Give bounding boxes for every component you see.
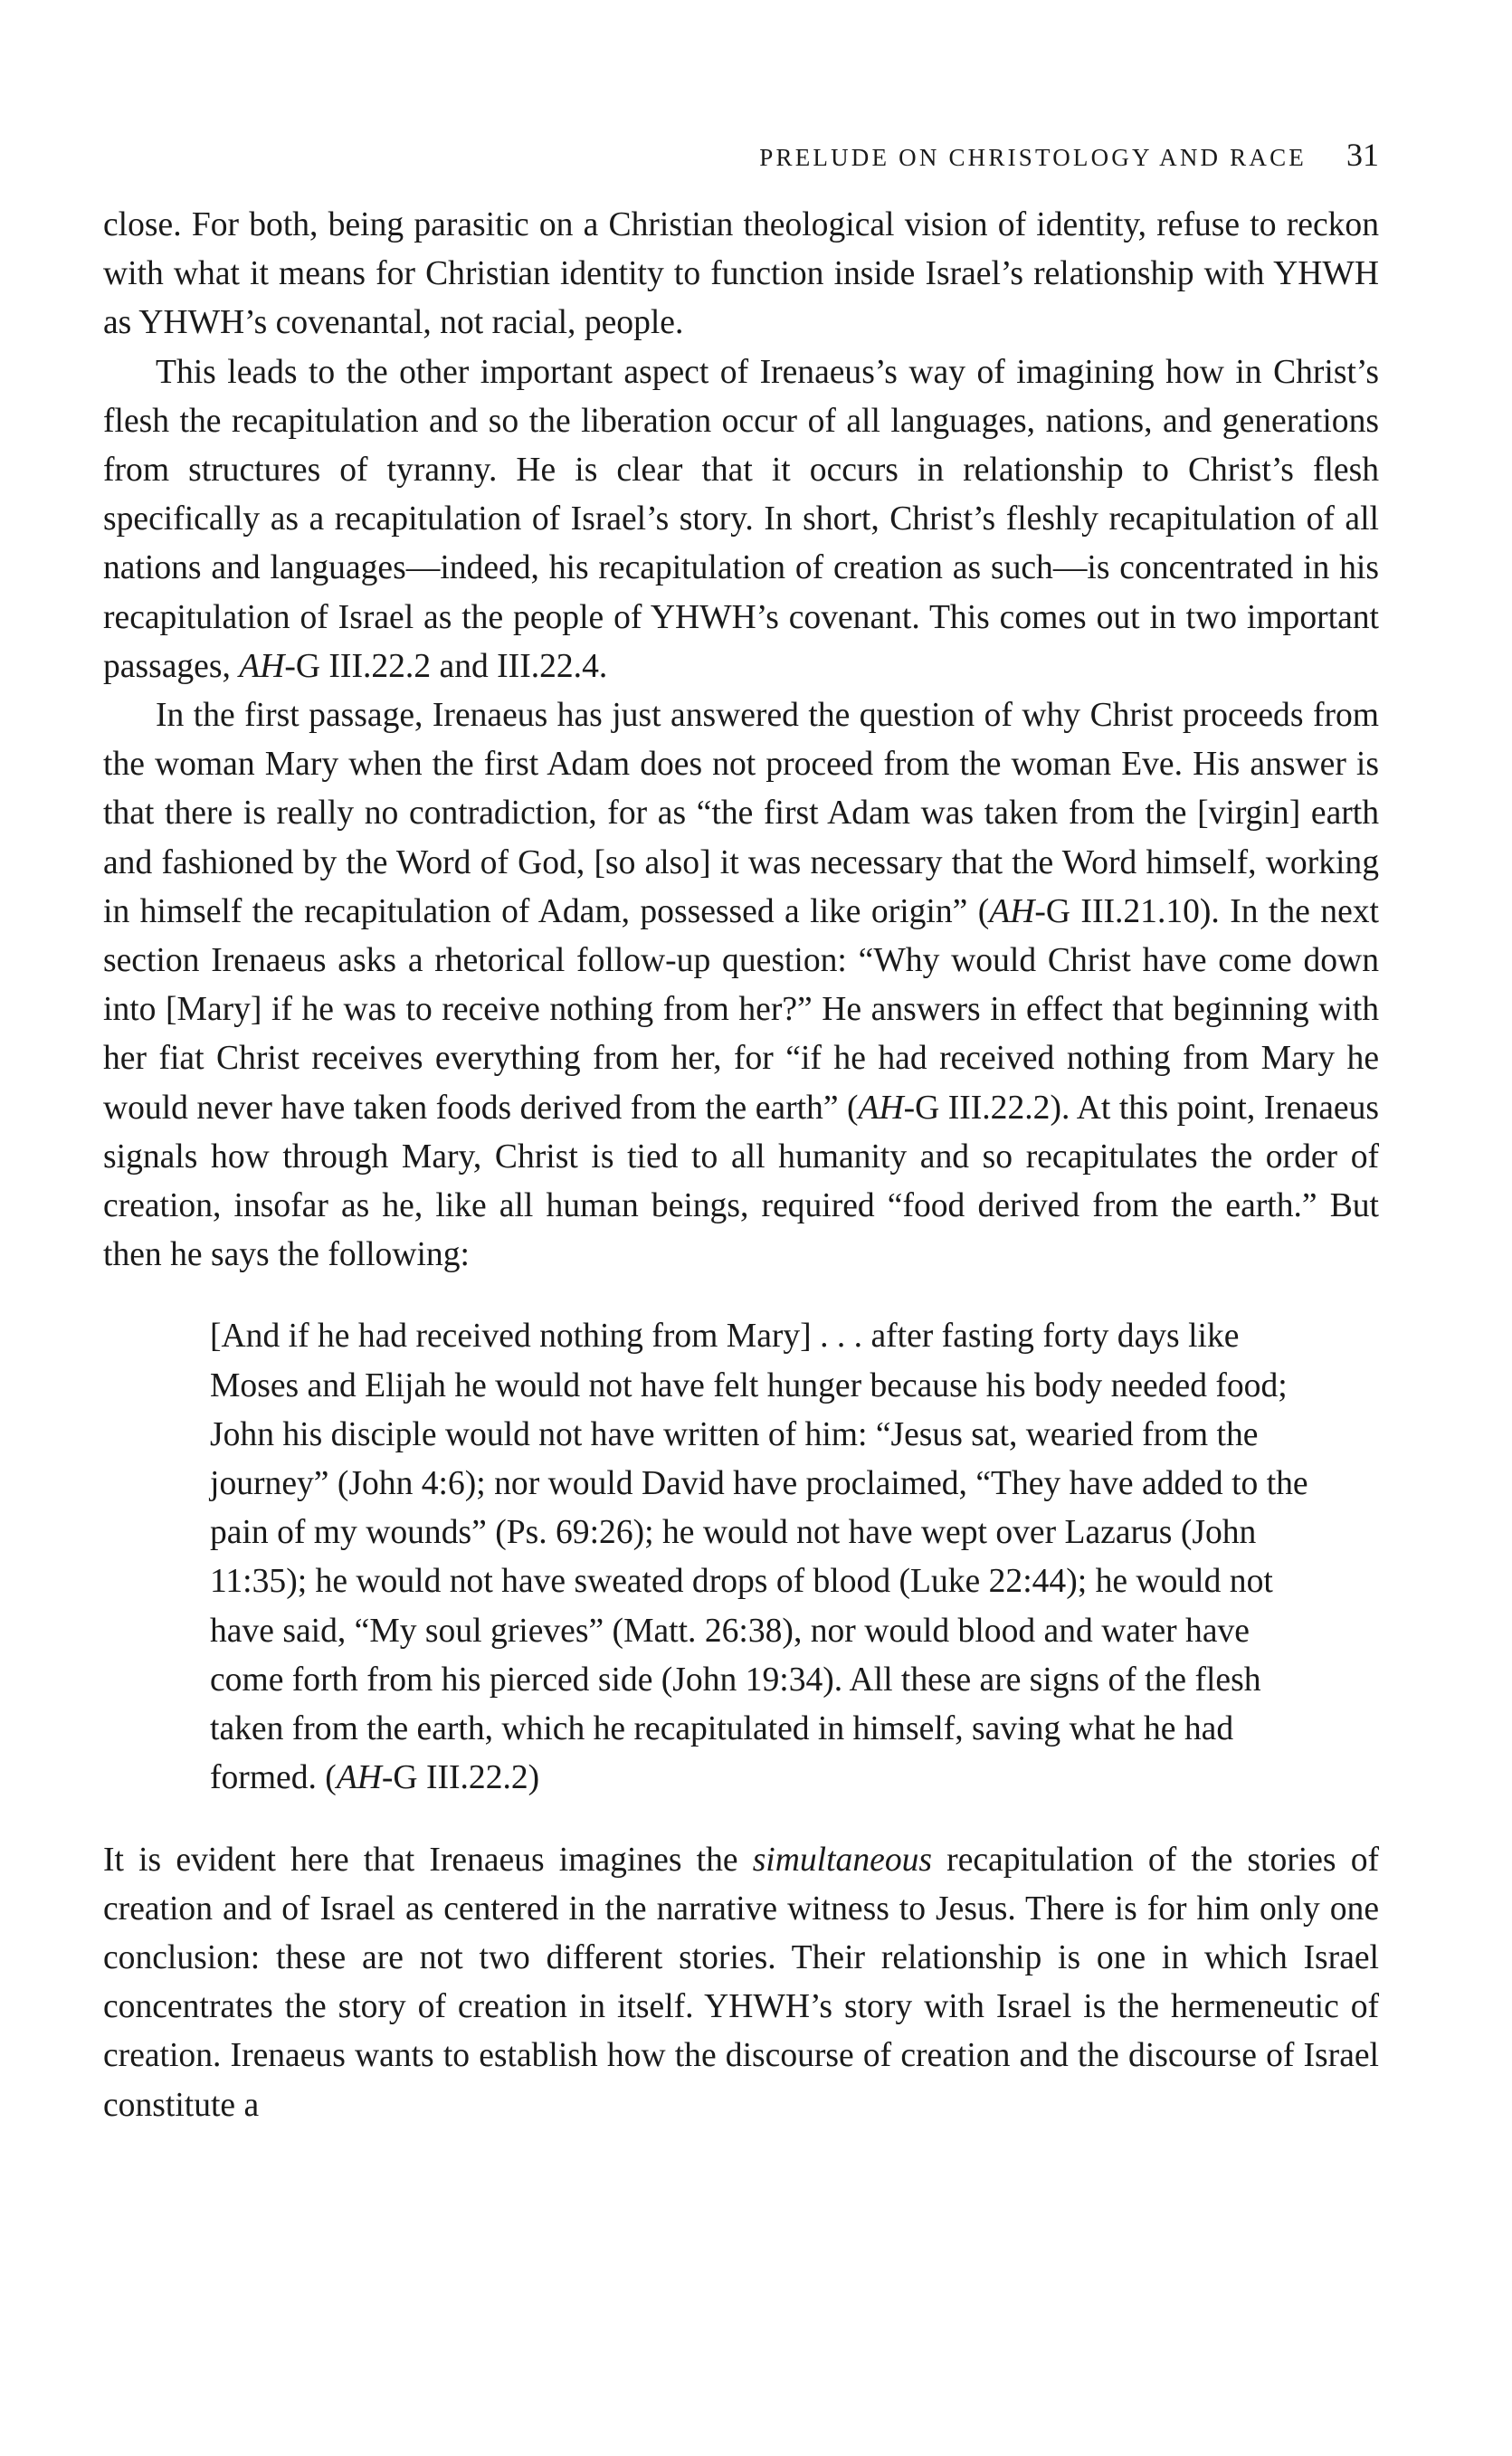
paragraph-4-text-b: recapitulation of the stories of creation and of Israel as centered in the narrative witness to Jesus. There is for him only one conclusion: these are not two different stories. Their relationship is one in which Israel concentrates the story of creation in itself. YHWH’s story with Israel is the hermeneutic of creation. Irenaeus wants to establish how the discourse of creation and the discourse of Israel constitute a — [103, 1841, 1379, 2124]
block-quote-paragraph — [210, 1312, 1314, 1803]
paragraph-2 — [103, 348, 1379, 691]
paragraph-1-text: close. For both, being parasitic on a Christian theological vision of identity, refuse to reckon with what it means for Christian identity to function inside Israel’s relationship with YHWH as YHWH’s covenantal, not racial, people. — [103, 206, 1379, 342]
running-head — [103, 136, 1379, 185]
paragraph-3-text-a: In the first passage, Irenaeus has just answered the question of why Christ proceeds from the woman Mary when the first Adam does not proceed from the woman Eve. His answer is that there is really no contradiction, for as “the first Adam was taken from the [virgin] earth and fashioned by the Word of God, [so also] it was necessary that the Word himself, working in himself the recapitulation of Adam, possessed a like origin” ( — [103, 697, 1379, 930]
paragraph-3 — [103, 691, 1379, 1280]
body-text — [103, 201, 1379, 1280]
page-number: 31 — [1346, 137, 1379, 173]
citation-ah: AH — [989, 892, 1035, 930]
emphasis-simultaneous: simultaneous — [752, 1841, 933, 1879]
citation-ah: AH — [239, 647, 285, 685]
paragraph-4 — [103, 1836, 1379, 2130]
paragraph-3-text-c: -G III.22.2). At this point, Irenaeus signals how through Mary, Christ is tied to all humanity and so recapitulates the order of creation, insofar as he, like all human beings, required “food derived from the earth.” But then he says the following: — [103, 1089, 1379, 1274]
paragraph-2-text-a: This leads to the other important aspect of Irenaeus’s way of imagining how in Christ’s flesh the recapitulation and so the liberation occur of all languages, nations, and generations from structures of tyranny. He is clear that it occurs in relationship to Christ’s flesh specifically as a recapitulation of Israel’s story. In short, Christ’s fleshly recapitulation of all nations and languages—indeed, his recapitulation of creation as such—is concentrated in his recapitulation of Israel as the people of YHWH’s covenant. This comes out in two important passages, — [103, 353, 1379, 685]
after-quote-text — [103, 1836, 1379, 2130]
paragraph-3-text-b: -G III.21.10). In the next section Irenaeus asks a rhetorical follow-up question: “Why would Christ have come down into [Mary] if he was to receive nothing from her?” He answers in effect that beginning with her fiat Christ receives everything from her, for “if he had received nothing from Mary he would never have taken foods derived from the earth” ( — [103, 892, 1379, 1127]
block-quote-text-b: -G III.22.2) — [381, 1759, 540, 1797]
block-quote — [210, 1312, 1314, 1803]
book-page — [103, 136, 1379, 2130]
paragraph-4-text-a: It is evident here that Irenaeus imagines the — [103, 1841, 753, 1879]
citation-ah: AH — [336, 1759, 382, 1797]
running-head-title: PRELUDE ON CHRISTOLOGY AND RACE — [759, 144, 1307, 171]
block-quote-text-a: [And if he had received nothing from Mary] . . . after fasting forty days like Moses and Elijah he would not have felt hunger because his body needed food; John his disciple would not have written of him: “Jesus sat, wearied from the journey” (John 4:6); nor would David have proclaimed, “They have added to the pain of my wounds” (Ps. 69:26); he would not have wept over Lazarus (John 11:35); he would not have sweated drops of blood (Luke 22:44); he would not have said, “My soul grieves” (Matt. 26:38), nor would blood and water have come forth from his pierced side (John 19:34). All these are signs of the flesh taken from the earth, which he recapitulated in himself, saving what he had formed. ( — [210, 1318, 1308, 1797]
citation-ah: AH — [858, 1089, 904, 1127]
paragraph-1 — [103, 201, 1379, 348]
paragraph-2-text-b: -G III.22.2 and III.22.4. — [284, 647, 608, 685]
